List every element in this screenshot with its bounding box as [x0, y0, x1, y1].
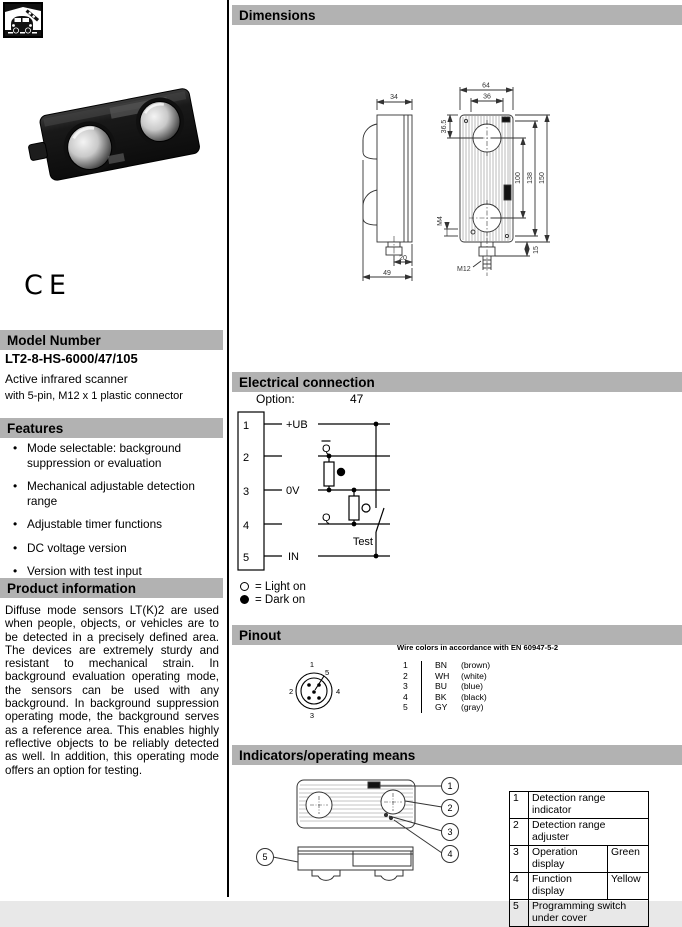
connector-pin-2: 2: [289, 687, 294, 696]
terminal-pin-5: 5: [243, 552, 250, 564]
option-label: Option:: [256, 392, 295, 406]
model-connector-note: with 5-pin, M12 x 1 plastic connector: [5, 390, 183, 402]
model-subtitle: Active infrared scanner: [5, 372, 128, 386]
section-model-number: [0, 330, 223, 350]
wire-row: 3 BU (blue): [403, 681, 483, 692]
dim-hole-spacing: 138: [527, 172, 534, 184]
table-row: 3 Operation display Green: [510, 846, 649, 873]
section-title: Pinout: [239, 628, 281, 643]
section-title: Dimensions: [239, 8, 316, 23]
terminal-pin-2: 2: [243, 452, 250, 464]
table-row: 2 Detection range adjuster: [510, 819, 649, 846]
dim-lens-spacing: 100: [515, 172, 522, 184]
wire-row: 4 BK (black): [403, 691, 487, 702]
section-title: Indicators/operating means: [239, 748, 416, 763]
callout-2: 2: [447, 803, 453, 813]
section-indicators: [232, 745, 682, 765]
feature-item: • Adjustable timer functions: [13, 517, 163, 531]
indicators-drawing: [240, 773, 470, 901]
table-row: 1 Detection range indicator: [510, 792, 649, 819]
net-0v: 0V: [286, 485, 300, 497]
column-divider: [227, 0, 229, 897]
bullet-icon: •: [13, 517, 18, 531]
section-pinout: [232, 625, 682, 645]
dim-height: 150: [539, 172, 546, 184]
dim-conn-length: 15: [533, 246, 540, 254]
table-row: 5 Programming switch under cover: [510, 900, 649, 927]
terminal-pin-4: 4: [243, 520, 250, 532]
wire-row: 1 BN (brown): [403, 660, 491, 670]
terminal-pin-1: 1: [243, 420, 250, 432]
wire-colors-note: Wire colors in accordance with EN 60947-5-2: [397, 643, 559, 652]
features-list: [5, 441, 219, 588]
section-features: [0, 418, 223, 438]
feature-item: • Version with test input: [13, 564, 142, 578]
dim-lens-width: 36: [483, 93, 491, 101]
product-information-text: Diffuse mode sensors LT(K)2 are used when people, objects, or vehicles are to be detected in a precisely defined area. The devices are extremely sturdy and resistant to mechanical strain. In background evaluation operating mode, the sensors can be used with any background. In background suppression operating mode, the background serves as a reference area. This enables highly reflective objects to be reliably detected as well. In addition, this operating mode offers an option for testing.: [5, 604, 219, 777]
feature-item: • Mechanical adjustable detection range: [13, 479, 195, 508]
bullet-icon: •: [13, 441, 18, 455]
section-title: Model Number: [7, 333, 101, 348]
connector-pin-3: 3: [309, 711, 315, 720]
dark-on-dot: [337, 468, 345, 476]
callout-3: 3: [447, 827, 453, 837]
feature-item: • DC voltage version: [13, 540, 127, 555]
open-circle-icon: [240, 582, 249, 591]
section-title: Product information: [7, 581, 136, 596]
net-q-bar: Q: [322, 443, 331, 455]
net-q: Q: [322, 512, 331, 524]
connector-pin-5: 5: [325, 668, 330, 677]
dim-conn-offset: 20: [399, 255, 407, 262]
callout-4: 4: [447, 849, 453, 859]
connector-pin-4: 4: [336, 687, 341, 696]
dim-front-width: 64: [482, 82, 490, 90]
section-dimensions: [232, 5, 682, 25]
net-ub: +UB: [286, 419, 308, 431]
bullet-icon: •: [13, 479, 18, 493]
dim-side-width: 34: [390, 94, 398, 101]
vehicle-barrier-icon: [3, 2, 43, 38]
ce-mark: CE: [24, 270, 72, 301]
dim-mount-thread: M4: [437, 216, 444, 226]
wire-color-table: [403, 660, 511, 713]
dimensions-drawing: [345, 80, 575, 290]
dim-lens-center: 36.5: [441, 119, 448, 134]
indicators-table: [509, 791, 649, 927]
option-value: 47: [350, 392, 364, 406]
section-title: Features: [7, 421, 64, 436]
m12-connector-diagram: [283, 658, 347, 720]
section-electrical: [232, 372, 682, 392]
output-legend: [240, 580, 306, 606]
section-product-information: [0, 578, 223, 598]
legend-dark-on: = Dark on: [240, 593, 306, 606]
dim-conn-thread: M12: [457, 266, 471, 273]
bullet-icon: •: [13, 540, 18, 555]
product-photo: [20, 76, 215, 196]
model-number: LT2-8-HS-6000/47/105: [5, 351, 138, 366]
net-in: IN: [288, 551, 299, 563]
dim-depth: 49: [383, 270, 391, 277]
table-row: 4 Function display Yellow: [510, 873, 649, 900]
wire-row: 2 WH (white): [403, 670, 487, 681]
filled-circle-icon: [240, 595, 249, 604]
terminal-pin-3: 3: [243, 486, 250, 498]
callout-1: 1: [447, 781, 453, 791]
connector-pin-1: 1: [309, 660, 315, 669]
electrical-connection-diagram: [236, 408, 406, 578]
bullet-icon: •: [13, 564, 18, 578]
net-test: Test: [352, 536, 373, 548]
wire-row: 5 GY (gray): [403, 702, 484, 713]
section-title: Electrical connection: [239, 375, 375, 390]
legend-light-on: = Light on: [240, 580, 306, 593]
callout-5: 5: [262, 852, 268, 862]
feature-item: • Mode selectable: background suppression or evaluation: [13, 441, 182, 470]
